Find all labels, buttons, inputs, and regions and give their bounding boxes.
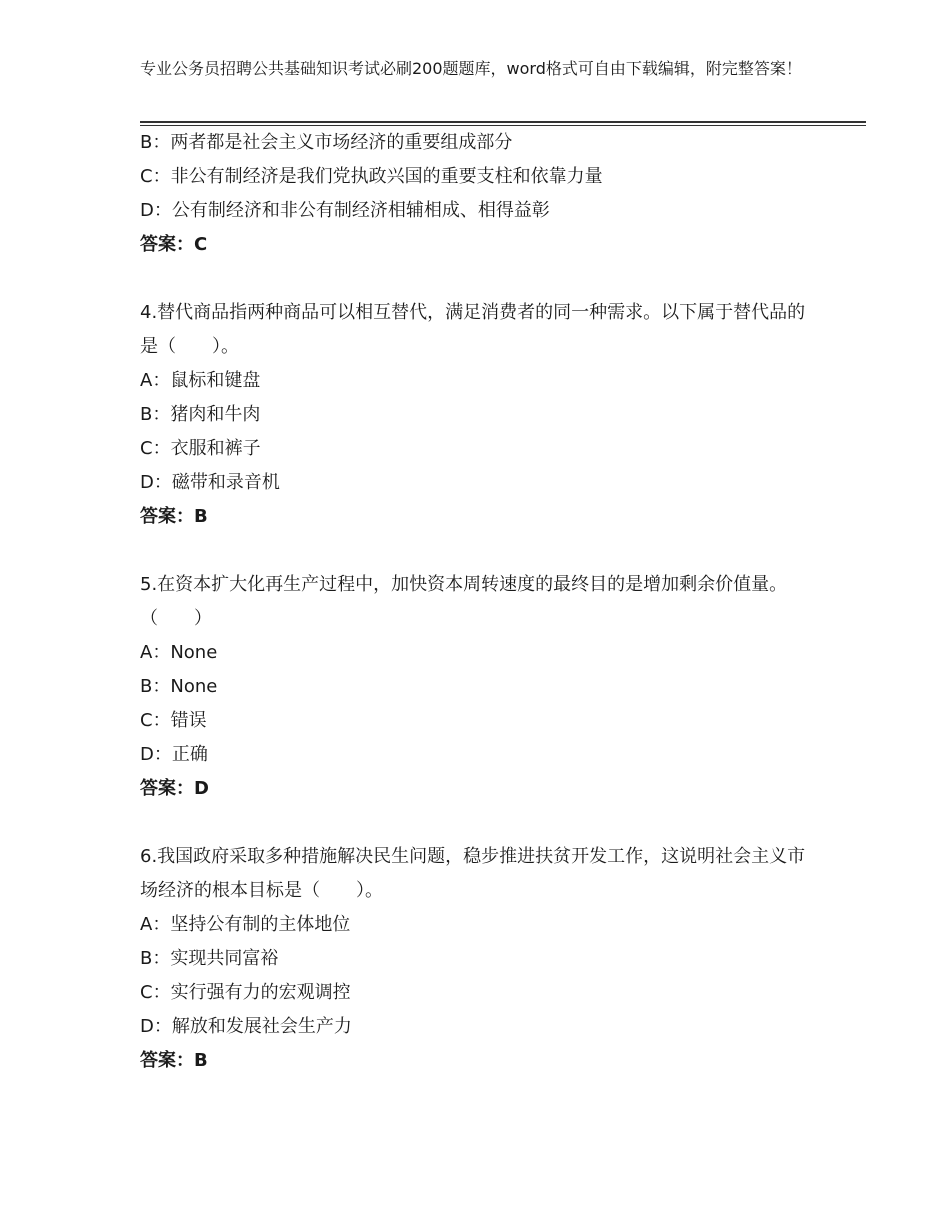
answer-value: B	[194, 506, 208, 527]
answer-label: 答案：	[140, 1050, 194, 1071]
option-b: B：实现共同富裕	[140, 948, 279, 969]
question-4	[140, 296, 810, 534]
option-d: D：磁带和录音机	[140, 472, 280, 493]
option-a: A：坚持公有制的主体地位	[140, 914, 351, 935]
option-c: C：衣服和裤子	[140, 438, 261, 459]
option-d: D：正确	[140, 744, 208, 765]
option-d: D：公有制经济和非公有制经济相辅相成、相得益彰	[140, 200, 550, 221]
answer-label: 答案：	[140, 234, 194, 255]
question-3	[140, 126, 810, 262]
option-c: C：非公有制经济是我们党执政兴国的重要支柱和依靠力量	[140, 166, 603, 187]
answer-line	[140, 772, 810, 806]
answer-line	[140, 1044, 810, 1078]
answer-label: 答案：	[140, 778, 194, 799]
option-d: D：解放和发展社会生产力	[140, 1016, 352, 1037]
answer-label: 答案：	[140, 506, 194, 527]
question-5	[140, 568, 810, 806]
answer-line	[140, 500, 810, 534]
header-rule-thick	[140, 121, 866, 123]
option-c: C：实行强有力的宏观调控	[140, 982, 351, 1003]
option-a: A：None	[140, 642, 218, 663]
option-c: C：错误	[140, 710, 207, 731]
option-b: B：None	[140, 676, 218, 697]
answer-line	[140, 228, 810, 262]
answer-value: B	[194, 1050, 208, 1071]
answer-value: D	[194, 778, 209, 799]
option-b: B：猪肉和牛肉	[140, 404, 261, 425]
question-stem: 6.我国政府采取多种措施解决民生问题，稳步推进扶贫开发工作，这说明社会主义市场经济的根本目标是（ ）。	[140, 846, 806, 901]
option-b: B：两者都是社会主义市场经济的重要组成部分	[140, 132, 513, 153]
question-6	[140, 840, 810, 1078]
question-list	[140, 126, 810, 1078]
question-stem: 4.替代商品指两种商品可以相互替代，满足消费者的同一种需求。以下属于替代品的是（ ）。	[140, 302, 806, 357]
question-stem: 5.在资本扩大化再生产过程中，加快资本周转速度的最终目的是增加剩余价值量。（ ）	[140, 574, 788, 629]
answer-value: C	[194, 234, 208, 255]
document-header: 专业公务员招聘公共基础知识考试必刷200题题库，word格式可自由下载编辑，附完整答案！	[140, 59, 802, 78]
option-a: A：鼠标和键盘	[140, 370, 261, 391]
